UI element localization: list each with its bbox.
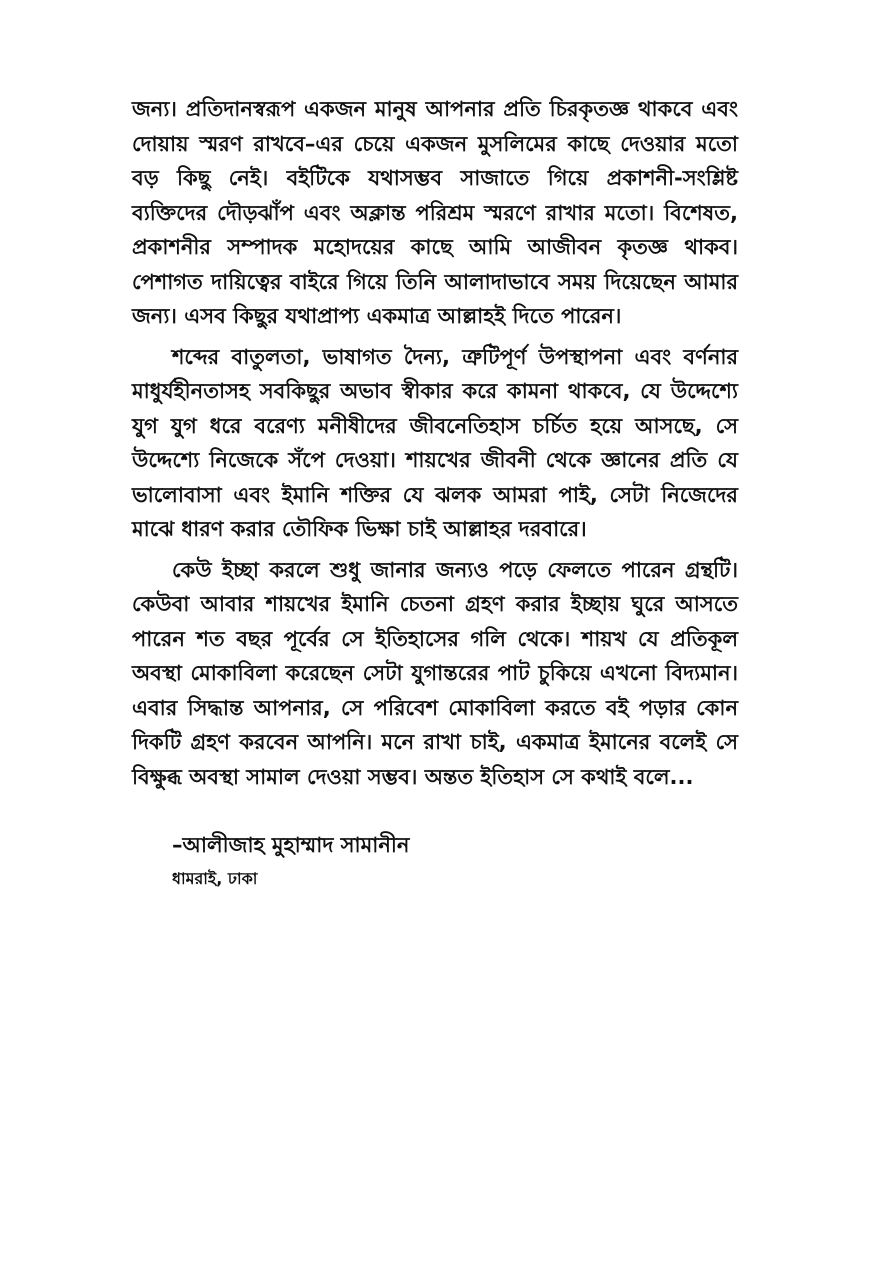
author-location: ধামরাই, ঢাকা	[172, 869, 258, 888]
author-name: –আলীজাহ মুহাম্মাদ সামানীন	[172, 833, 410, 857]
body-text	[132, 92, 738, 794]
paragraph-2: শব্দের বাতুলতা, ভাষাগত দৈন্য, ত্রুটিপূর্ণ উপস্থাপনা এবং বর্ণনার মাধুর্যহীনতাসহ সবকিছুর অভাব স্বীকার করে কামনা থাকবে, যে উদ্দেশ্যে যুগ যুগ ধরে বরেণ্য মনীষীদের জীবনেতিহাস চর্চিত হয়ে আসছে, সে উদ্দেশ্যে নিজেকে সঁপে দেওয়া। শায়খের জীবনী থেকে জ্ঞানের প্রতি যে ভালোবাসা এবং ইমানি শক্তির যে ঝলক আমরা পাই, সেটা নিজেদের মাঝে ধারণ করার তৌফিক ভিক্ষা চাই আল্লাহর দরবারে।	[132, 344, 738, 541]
paragraph-3: কেউ ইচ্ছা করলে শুধু জানার জন্যও পড়ে ফেলতে পারেন গ্রন্থটি। কেউবা আবার শায়খের ইমানি চেতনা গ্রহণ করার ইচ্ছায় ঘুরে আসতে পারেন শত বছর পূর্বের সে ইতিহাসের গলি থেকে। শায়খ যে প্রতিকূল অবস্থা মোকাবিলা করেছেন সেটা যুগান্তরের পাট চুকিয়ে এখনো বিদ্যমান। এবার সিদ্ধান্ত আপনার, সে পরিবেশ মোকাবিলা করতে বই পড়ার কোন দিকটি গ্রহণ করবেন আপনি। মনে রাখা চাই, একমাত্র ইমানের বলেই সে বিক্ষুব্ধ অবস্থা সামাল দেওয়া সম্ভব। অন্তত ইতিহাস সে কথাই বলে...	[132, 557, 739, 789]
paragraph-1: জন্য। প্রতিদানস্বরূপ একজন মানুষ আপনার প্রতি চিরকৃতজ্ঞ থাকবে এবং দোয়ায় স্মরণ রাখবে–এর চেয়ে একজন মুসলিমের কাছে দেওয়ার মতো বড় কিছু নেই। বইটিকে যথাসম্ভব সাজাতে গিয়ে প্রকাশনী-সংশ্লিষ্ট ব্যক্তিদের দৌড়ঝাঁপ এবং অক্লান্ত পরিশ্রম স্মরণে রাখার মতো। বিশেষত, প্রকাশনীর সম্পাদক মহোদয়ের কাছে আমি আজীবন কৃতজ্ঞ থাকব। পেশাগত দায়িত্বের বাইরে গিয়ে তিনি আলাদাভাবে সময় দিয়েছেন আমার জন্য। এসব কিছুর যথাপ্রাপ্য একমাত্র আল্লাহই দিতে পারেন।	[132, 97, 738, 328]
signature-block	[172, 828, 409, 894]
